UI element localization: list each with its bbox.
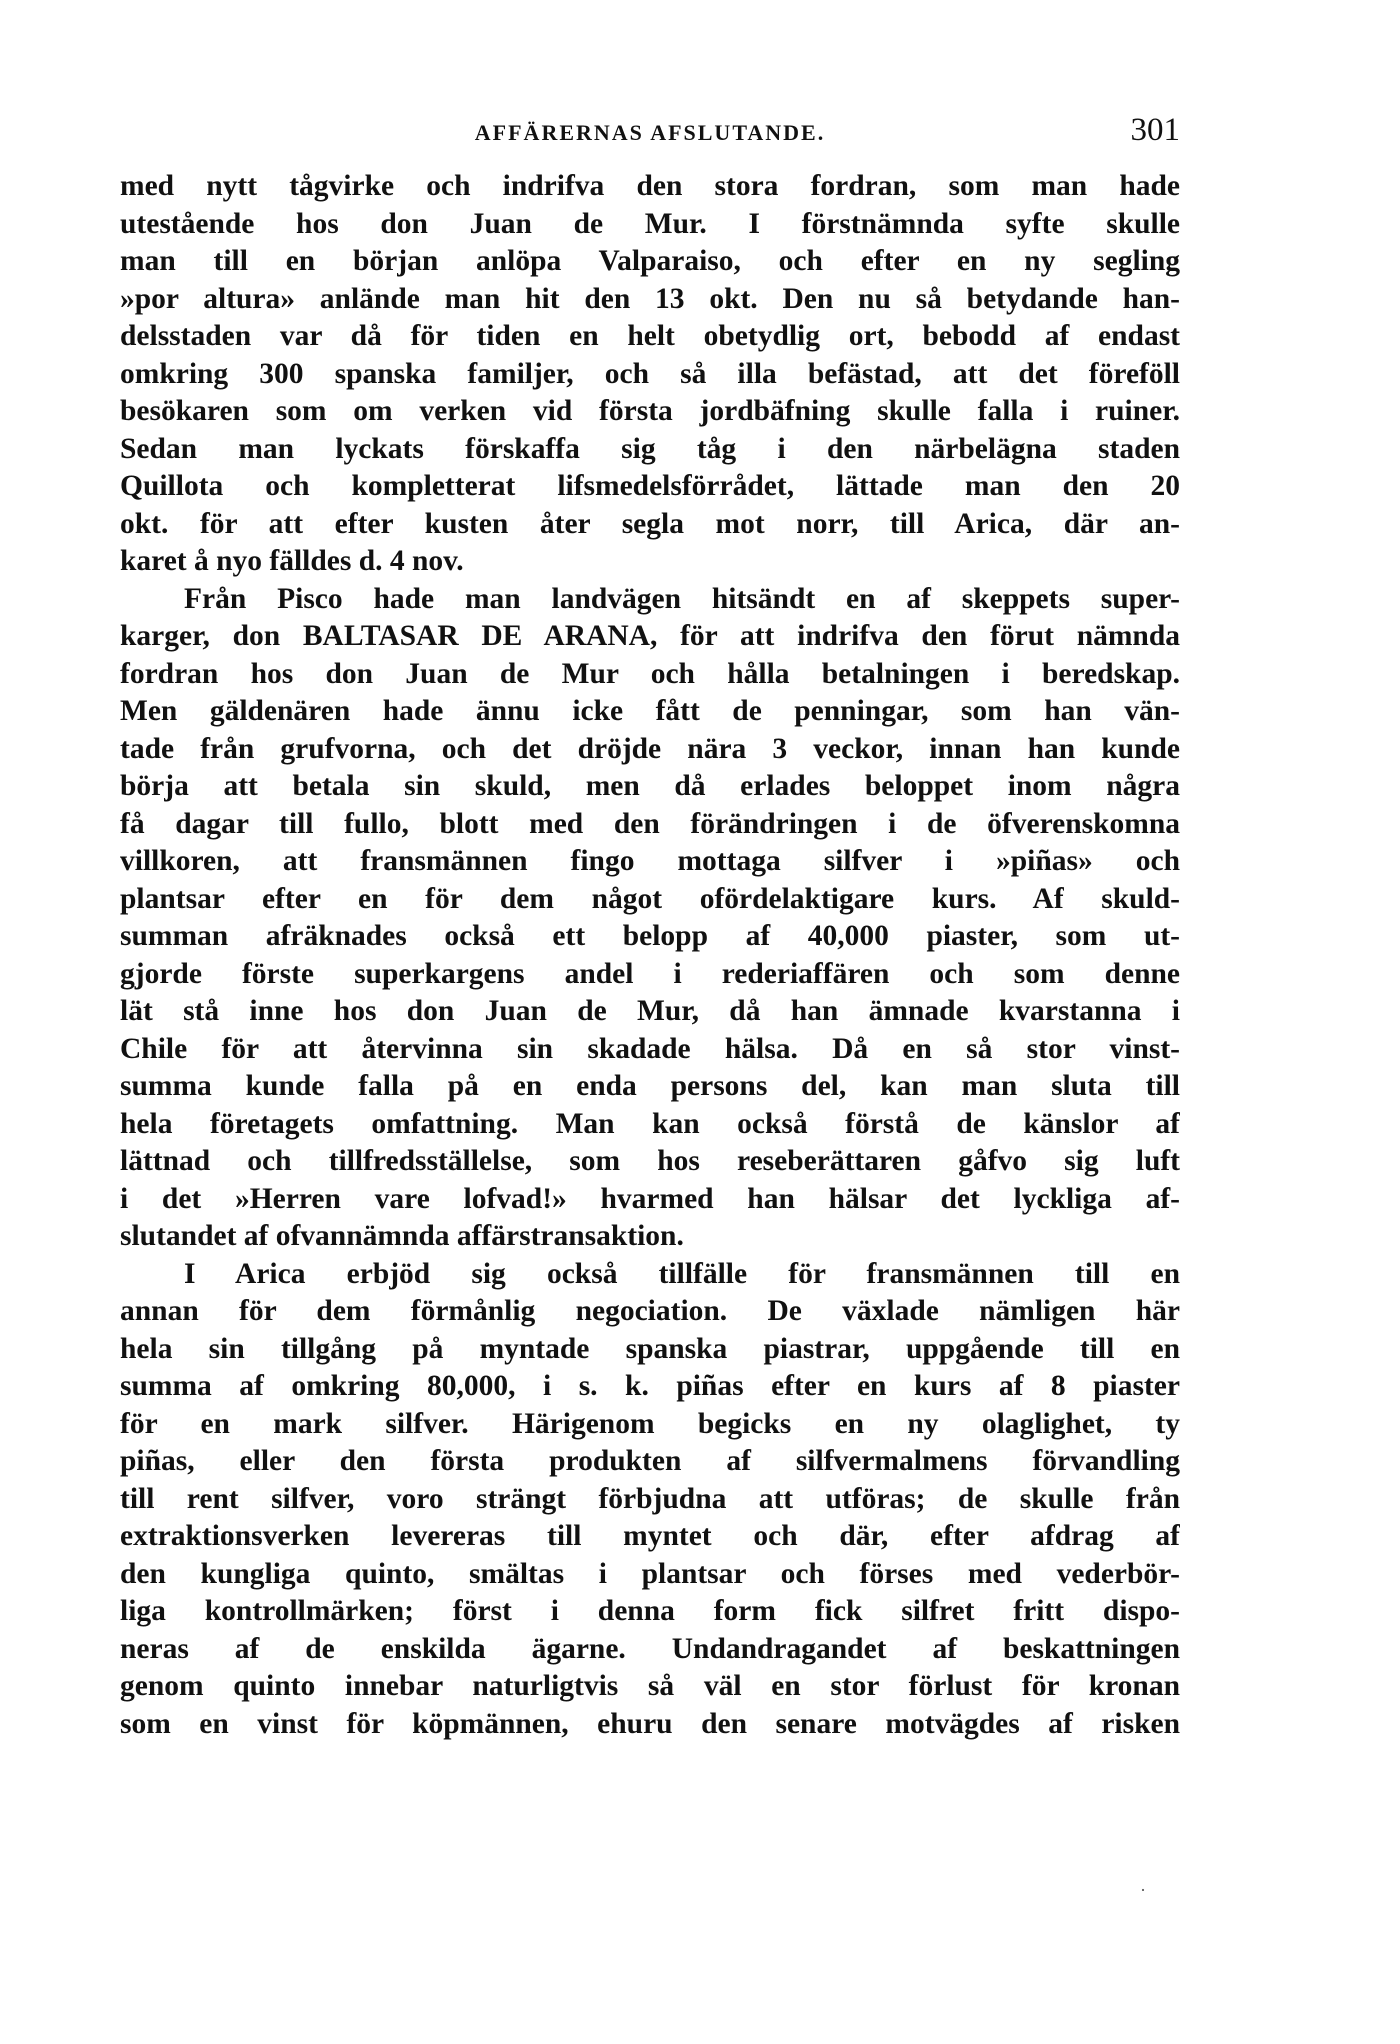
text-line: tade från grufvorna, och det dröjde nära 3 veckor, innan han kunde [120,732,1180,765]
text-line: fordran hos don Juan de Mur och hålla betalningen i beredskap. [120,657,1180,690]
text-line: till rent silfver, voro strängt förbjudna att utföras; de skulle från [120,1482,1180,1515]
text-line: hela företagets omfattning. Man kan också förstå de känslor af [120,1107,1180,1140]
text-line: Men gäldenären hade ännu icke fått de penningar, som han vän- [120,695,1180,727]
text-line: man till en början anlöpa Valparaiso, och efter en ny segling [120,245,1180,277]
document-page [120,112,1180,1743]
running-title: AFFÄRERNAS AFSLUTANDE. [474,120,826,145]
text-line: för en mark silfver. Härigenom begicks en ny olaglighet, ty [120,1407,1180,1440]
text-line: karger, don BALTASAR DE ARANA, för att indrifva den förut nämnda [120,620,1180,652]
text-line: extraktionsverken levereras till myntet och där, efter afdrag af [120,1520,1180,1552]
text-line: plantsar efter en för dem något ofördelaktigare kurs. Af skuld- [120,882,1180,915]
text-line: med nytt tågvirke och indrifva den stora fordran, som man hade [120,170,1180,202]
text-line: summa af omkring 80,000, i s. k. piñas efter en kurs af 8 piaster [120,1370,1180,1402]
text-line: som en vinst för köpmännen, ehuru den senare motvägdes af risken [120,1707,1180,1740]
text-line: hela sin tillgång på myntade spanska piastrar, uppgående till en [120,1332,1180,1365]
page-number: 301 [1130,112,1180,148]
text-line: okt. för att efter kusten åter segla mot norr, till Arica, där an- [120,507,1180,540]
text-line: piñas, eller den första produkten af silfvermalmens förvandling [120,1445,1180,1477]
text-line: Quillota och kompletterat lifsmedelsförrådet, lättade man den 20 [120,470,1180,502]
text-line: den kungliga quinto, smältas i plantsar och förses med vederbör- [120,1557,1180,1590]
text-line: neras af de enskilda ägarne. Undandragandet af beskattningen [120,1632,1180,1665]
text-line: gjorde förste superkargens andel i rederiaffären och som denne [120,957,1180,990]
paragraph-3 [120,1256,1180,1744]
text-line: liga kontrollmärken; först i denna form fick silfret fritt dispo- [120,1595,1180,1627]
text-line: Från Pisco hade man landvägen hitsändt en af skeppets super- [184,582,1180,615]
text-line: karet å nyo fälldes d. 4 nov. [120,545,464,577]
text-line: annan för dem förmånlig negociation. De växlade nämligen här [120,1295,1180,1327]
text-line: »por altura» anlände man hit den 13 okt. Den nu så betydande han- [120,282,1180,315]
paragraph-1 [120,168,1180,581]
text-line: Chile för att återvinna sin skadade hälsa. Då en så stor vinst- [120,1032,1180,1065]
text-line: få dagar till fullo, blott med den förändringen i de öfverenskomna [120,807,1180,840]
text-line: I Arica erbjöd sig också tillfälle för fransmännen till en [184,1257,1180,1290]
text-line: delsstaden var då för tiden en helt obetydlig ort, bebodd af endast [120,320,1180,352]
text-line: summan afräknades också ett belopp af 40,000 piaster, som ut- [120,920,1180,952]
text-line: lättnad och tillfredsställelse, som hos reseberättaren gåfvo sig luft [120,1145,1180,1177]
text-line: besökaren som om verken vid första jordbäfning skulle falla i ruiner. [120,395,1180,427]
running-head [120,112,1180,160]
text-line: Sedan man lyckats förskaffa sig tåg i den närbelägna staden [120,432,1180,465]
body-text [120,168,1180,1743]
text-line: i det »Herren vare lofvad!» hvarmed han hälsar det lyckliga af- [120,1182,1180,1215]
text-line: utestående hos don Juan de Mur. I förstnämnda syfte skulle [120,207,1180,240]
text-line: lät stå inne hos don Juan de Mur, då han ämnade kvarstanna i [120,995,1180,1027]
text-line: summa kunde falla på en enda persons del, kan man sluta till [120,1070,1180,1102]
text-line: omkring 300 spanska familjer, och så illa befästad, att det föreföll [120,357,1180,390]
text-line: villkoren, att fransmännen fingo mottaga silfver i »piñas» och [120,845,1180,877]
text-line: slutandet af ofvannämnda affärstransaktion. [120,1220,684,1252]
stray-mark: · [1140,1880,1146,1900]
text-line: genom quinto innebar naturligtvis så väl en stor förlust för kronan [120,1670,1180,1702]
text-line: börja att betala sin skuld, men då erlades beloppet inom några [120,770,1180,802]
paragraph-2 [120,581,1180,1256]
